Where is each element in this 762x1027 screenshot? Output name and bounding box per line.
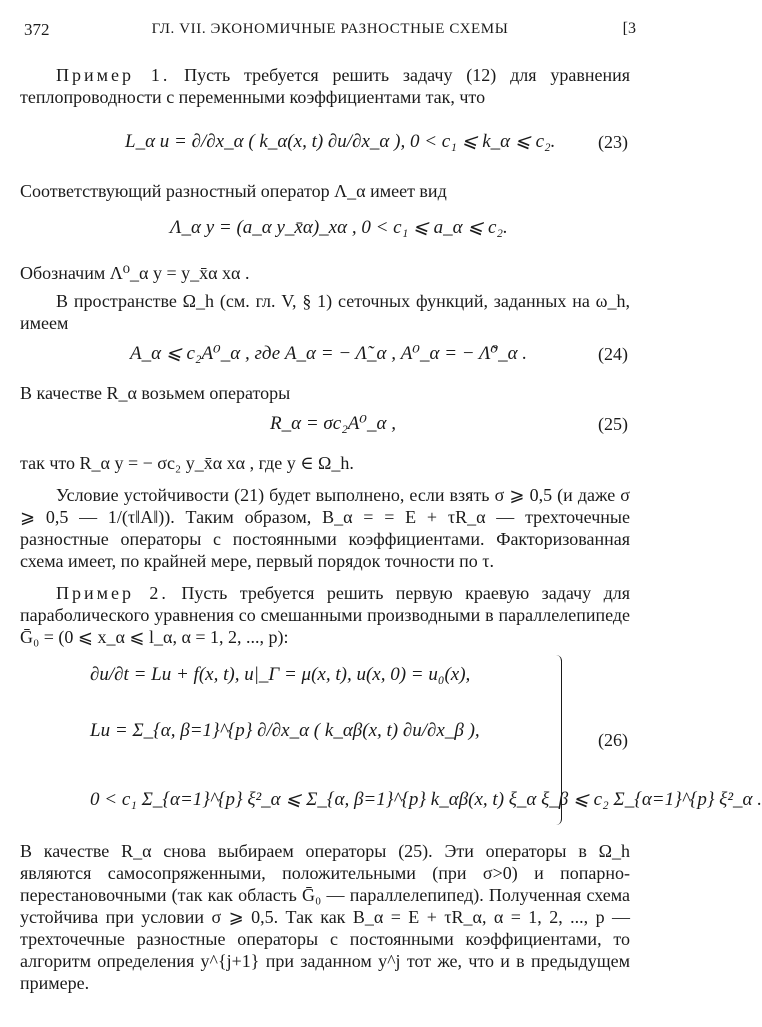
equation-26-line-2: Lu = Σ_{α, β=1}^{p} ∂/∂x_α ( k_αβ(x, t) ∂u/∂x_β ), — [90, 720, 480, 741]
page-number: 372 — [24, 20, 50, 39]
equation-23-number: (23) — [598, 132, 628, 152]
equation-23: L_α u = ∂/∂x_α ( k_α(x, t) ∂u/∂x_α ), 0 < c₁ ⩽ k_α ⩽ c₂. — [125, 131, 556, 152]
equation-24-number: (24) — [598, 344, 628, 364]
equation-25: R_α = σc₂A⁰_α , — [270, 413, 397, 434]
system-brace — [553, 655, 562, 825]
equation-26-line-3: 0 < c₁ Σ_{α=1}^{p} ξ²_α ⩽ Σ_{α, β=1}^{p} k_αβ(x, t) ξ_α ξ_β ⩽ c₂ Σ_{α=1}^{p} ξ²_α . — [90, 789, 762, 810]
equation-24: A_α ⩽ c₂A⁰_α , где A_α = − Λ̃_α , A⁰_α = − Λ̃⁰_α . — [130, 343, 528, 364]
corner-mark: [3 — [622, 20, 636, 37]
operator-intro-text: Соответствующий разностный оператор Λ_α имеет вид — [20, 181, 447, 201]
notation-text: Обозначим Λ⁰_α y = y_x̄α xα . — [20, 263, 250, 283]
running-title: ГЛ. VII. ЭКОНОМИЧНЫЕ РАЗНОСТНЫЕ СХЕМЫ — [151, 21, 509, 37]
example-1-label: Пример 1. — [56, 65, 171, 85]
equation-26-line-1: ∂u/∂t = Lu + f(x, t), u|_Γ = μ(x, t), u(x, 0) = u₀(x), — [90, 664, 471, 685]
operator-choice-text: В качестве R_α возьмем операторы — [20, 383, 291, 403]
equation-26-number: (26) — [598, 730, 628, 750]
equation-lambda: Λ_α y = (a_α y_x̄α)_xα , 0 < c₁ ⩽ a_α ⩽ c₂. — [170, 217, 508, 238]
page-header — [24, 20, 636, 44]
example-2-label: Пример 2. — [56, 583, 169, 603]
so-that-text: так что R_α y = − σc₂ y_x̄α xα , где y ∈ Ω_h. — [20, 453, 354, 473]
example-2-paragraph — [20, 582, 630, 648]
example-1-text: Пусть требуется решить задачу (12) для уравнения теплопроводности с переменными коэффициентами так, что — [20, 65, 631, 107]
equation-25-number: (25) — [598, 414, 628, 434]
final-paragraph: В качестве R_α снова выбираем операторы (25). Эти операторы в Ω_h являются самосопряженными, положительными (при σ>0) и попарно-перестановочными (так как область Ḡ₀ — параллелепипед). Полученная схема устойчива при условии σ ⩾ 0,5. Так как B_α = E + τR_α, α = 1, 2, ..., p — трехточечные разностные операторы с постоянными коэффициентами, то алгоритм определения y^{j+1} при заданном y^j тот же, что и в предыдущем примере. — [20, 841, 630, 993]
stability-paragraph: Условие устойчивости (21) будет выполнено, если взять σ ⩾ 0,5 (и даже σ ⩾ 0,5 — 1/(τ‖A‖)). Таким образом, B_α = = E + τR_α — трехточечные разностные операторы с постоянными коэффициентами. Факторизованная схема имеет, по крайней мере, первый порядок точности по τ. — [20, 485, 630, 571]
example-2-text: Пусть требуется решить первую краевую задачу для параболического уравнения со смешанными производными в параллелепипеде Ḡ₀ = (0 ⩽ x_α ⩽ l_α, α = 1, 2, ..., p): — [20, 583, 631, 647]
example-1-paragraph — [20, 64, 630, 108]
space-paragraph: В пространстве Ω_h (см. гл. V, § 1) сеточных функций, заданных на ω_h, имеем — [20, 291, 630, 333]
